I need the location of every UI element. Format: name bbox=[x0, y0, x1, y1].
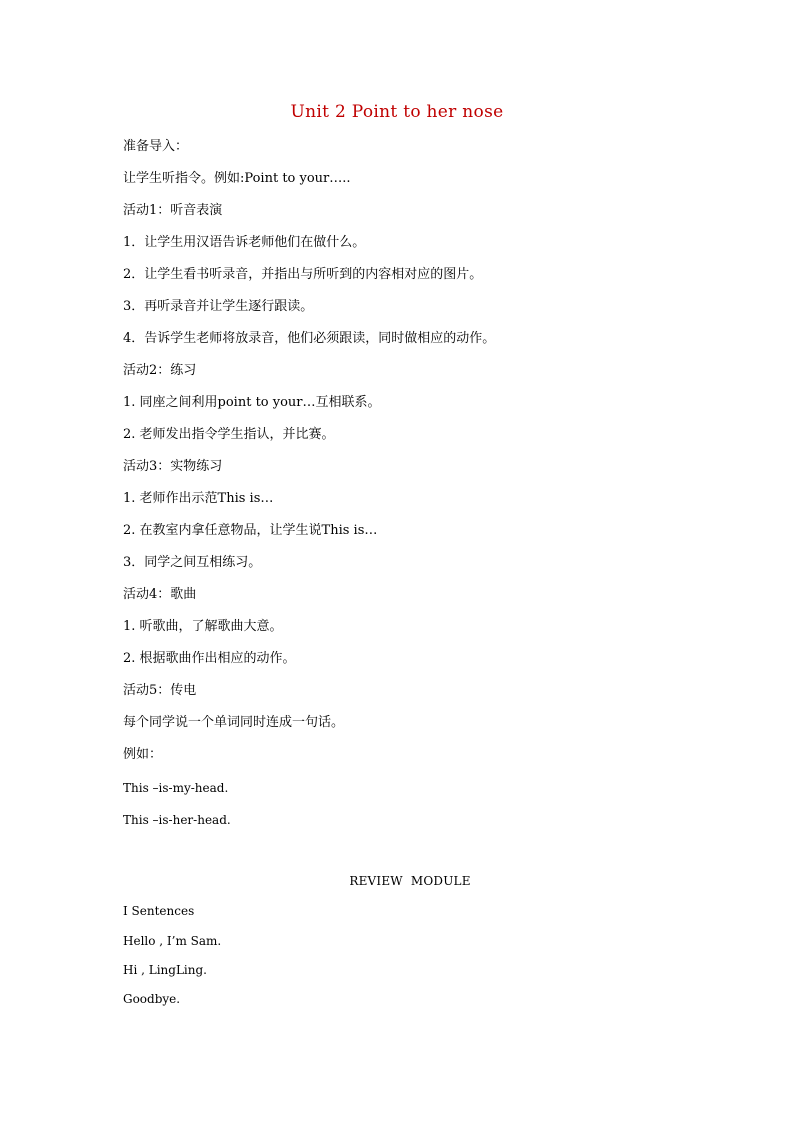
section-heading-activity-2: 活动2：练习 bbox=[123, 363, 197, 378]
text-line: 每个同学说一个单词同时连成一句话。 bbox=[123, 715, 345, 730]
text-line: 3．同学之间互相练习。 bbox=[123, 555, 262, 570]
section-heading-activity-5: 活动5：传电 bbox=[123, 683, 197, 698]
text-line: 1．让学生用汉语告诉老师他们在做什么。 bbox=[123, 235, 366, 250]
text-line: 4．告诉学生老师将放录音，他们必须跟读，同时做相应的动作。 bbox=[123, 331, 496, 346]
review-sentence: Goodbye. bbox=[123, 992, 181, 1006]
text-line: 例如： bbox=[123, 747, 163, 762]
text-line: 1. 同座之间利用point to your…互相联系。 bbox=[123, 395, 381, 410]
text-line: 2. 在教室内拿任意物品，让学生说This is… bbox=[123, 523, 378, 538]
text-line: 2．让学生看书听录音，并指出与所听到的内容相对应的图片。 bbox=[123, 267, 483, 282]
example-sentence: This –is-my-head. bbox=[123, 781, 229, 795]
section-heading-activity-1: 活动1：听音表演 bbox=[123, 203, 223, 218]
review-sentence: Hi , LingLing. bbox=[123, 963, 207, 977]
review-sentence: Hello , I’m Sam. bbox=[123, 934, 222, 948]
section-heading-activity-4: 活动4：歌曲 bbox=[123, 587, 197, 602]
section-heading-intro: 准备导入： bbox=[123, 139, 189, 154]
review-section-heading: Ⅰ Sentences bbox=[123, 904, 195, 918]
text-line: 1. 老师作出示范This is… bbox=[123, 491, 274, 506]
text-line: 让学生听指令。例如:Point to your….. bbox=[123, 171, 351, 186]
section-heading-activity-3: 活动3：实物练习 bbox=[123, 459, 223, 474]
document-title: Unit 2 Point to her nose bbox=[290, 102, 504, 122]
text-line: 1. 听歌曲，了解歌曲大意。 bbox=[123, 619, 283, 634]
example-sentence: This –is-her-head. bbox=[123, 813, 231, 827]
review-module-heading: REVIEW MODULE bbox=[349, 874, 471, 888]
text-line: 3．再听录音并让学生逐行跟读。 bbox=[123, 299, 314, 314]
text-line: 2. 老师发出指令学生指认，并比赛。 bbox=[123, 427, 335, 442]
text-line: 2. 根据歌曲作出相应的动作。 bbox=[123, 651, 296, 666]
